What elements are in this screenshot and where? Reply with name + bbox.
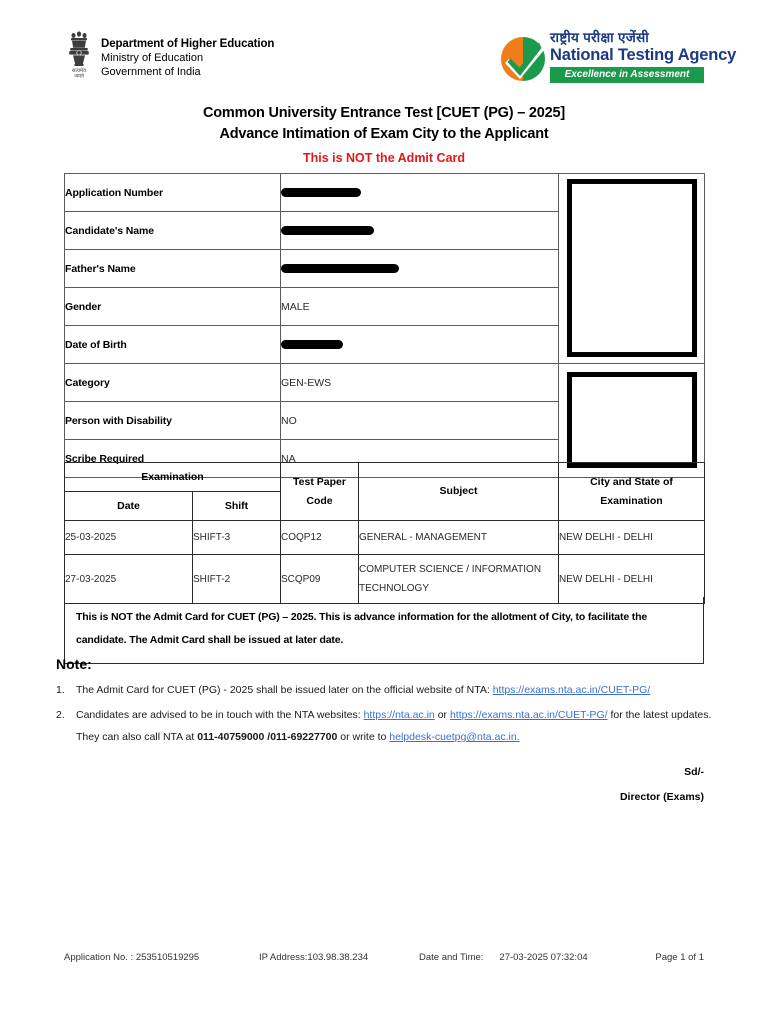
header-test-paper-code-line2: Code: [306, 494, 333, 507]
row-value-gender: MALE: [281, 288, 559, 326]
list-item: [56, 704, 716, 748]
government-text-lines: [101, 28, 274, 79]
header-test-paper-code: [281, 463, 359, 521]
signature-sd: Sd/-: [684, 766, 704, 778]
nta-hindi-name: राष्ट्रीय परीक्षा एजेंसी: [550, 30, 649, 45]
note-item-1-text: The Admit Card for CUET (PG) - 2025 shall be issued later on the official website of NTA:: [76, 684, 490, 696]
disclaimer-text: This is NOT the Admit Card for CUET (PG) – 2025. This is advance information for the allotment of City, to facilitate the candidate. The Admit Card shall be issued at later date.: [64, 597, 704, 664]
exam-title: Common University Entrance Test [CUET (PG) – 2025]: [203, 105, 565, 121]
note-item-2-text-after: or write to: [340, 731, 387, 743]
row-label-date-of-birth: Date of Birth: [65, 326, 281, 364]
redaction-bar: [281, 226, 374, 235]
svg-text:सत्यमेव: सत्यमेव: [71, 68, 87, 74]
row-label-candidate-name: Candidate's Name: [65, 212, 281, 250]
signature-designation: Director (Exams): [619, 791, 704, 803]
header-shift: Shift: [193, 492, 281, 521]
candidate-details-table: [64, 173, 705, 478]
header-city-and-state: [559, 463, 705, 521]
document-header: [64, 28, 737, 100]
document-subtitle: Advance Intimation of Exam City to the Applicant: [219, 126, 549, 142]
row-label-gender: Gender: [65, 288, 281, 326]
note-item-2-text-before: Candidates are advised to be in touch with the NTA websites:: [76, 709, 361, 721]
list-item: [56, 679, 716, 701]
table-row: [65, 174, 705, 212]
nta-checkmark-icon: [500, 36, 546, 82]
candidate-signature-cell: [559, 364, 705, 478]
header-date: Date: [65, 492, 193, 521]
exam-date-1: 25-03-2025: [65, 521, 193, 555]
cuet-pg-website-link[interactable]: https://exams.nta.ac.in/CUET-PG/: [449, 709, 608, 721]
row-label-application-number: Application Number: [65, 174, 281, 212]
document-titles: [64, 103, 704, 168]
india-state-emblem-icon: [64, 28, 94, 88]
footer-ip-address: IP Address:103.98.38.234: [259, 952, 369, 963]
note-item-2-number: 2.: [56, 709, 65, 721]
footer-page-number: Page 1 of 1: [655, 952, 704, 963]
exam-schedule-table: [64, 462, 705, 604]
exam-subject-2-line2: TECHNOLOGY: [359, 583, 430, 594]
note-item-2-body: [76, 704, 716, 748]
ministry-name: Ministry of Education: [101, 52, 204, 64]
document-footer: [64, 952, 704, 963]
footer-date-time-value: 27-03-2025 07:32:04: [499, 952, 588, 963]
redaction-bar: [281, 340, 343, 349]
note-item-1-body: [76, 679, 716, 701]
row-value-application-number: [281, 174, 559, 212]
note-heading: Note:: [56, 656, 92, 672]
candidate-photo-box: [567, 179, 697, 357]
header-subject: Subject: [359, 463, 559, 521]
exam-subject-2-line1: COMPUTER SCIENCE / INFORMATION: [359, 564, 542, 575]
row-value-candidate-name: [281, 212, 559, 250]
exam-city-2: NEW DELHI - DELHI: [559, 555, 705, 604]
note-item-2-conjunction: or: [437, 709, 448, 721]
nta-tagline: Excellence in Assessment: [550, 67, 704, 83]
nta-logo: [492, 30, 737, 92]
exam-code-1: COQP12: [281, 521, 359, 555]
nta-website-link[interactable]: https://nta.ac.in: [363, 709, 435, 721]
nta-text-block: [550, 30, 737, 83]
table-row: [65, 521, 705, 555]
table-row: [65, 364, 705, 402]
signature-block: [620, 760, 704, 810]
nta-helpline-numbers: 011-40759000 /011-69227700: [197, 731, 338, 743]
row-value-date-of-birth: [281, 326, 559, 364]
row-label-scribe-required: Scribe Required: [65, 440, 281, 478]
svg-text:जयते: जयते: [74, 73, 84, 80]
note-item-2-text-middle: for the latest updates. They can also call NTA at: [76, 709, 712, 743]
row-label-category: Category: [65, 364, 281, 402]
candidate-photo-cell: [559, 174, 705, 364]
row-value-father-name: [281, 250, 559, 288]
header-city-line1: City and State of: [590, 475, 673, 488]
row-value-category: GEN-EWS: [281, 364, 559, 402]
exam-city-1: NEW DELHI - DELHI: [559, 521, 705, 555]
note-item-1-number: 1.: [56, 684, 65, 696]
row-value-scribe-required: NA: [281, 440, 559, 478]
exam-date-2: 27-03-2025: [65, 555, 193, 604]
row-value-person-with-disability: NO: [281, 402, 559, 440]
table-header-row: [65, 463, 705, 492]
header-test-paper-code-line1: Test Paper: [293, 475, 346, 488]
redaction-bar: [281, 264, 399, 273]
footer-date-time-label: Date and Time:: [419, 952, 484, 963]
exam-shift-1: SHIFT-3: [193, 521, 281, 555]
helpdesk-email-link[interactable]: helpdesk-cuetpg@nta.ac.in.: [389, 731, 520, 743]
nta-english-name: National Testing Agency: [550, 46, 737, 64]
row-label-person-with-disability: Person with Disability: [65, 402, 281, 440]
government-name: Government of India: [101, 66, 201, 78]
row-label-father-name: Father's Name: [65, 250, 281, 288]
footer-application-number: Application No. : 253510519295: [64, 952, 200, 963]
government-branding: [64, 28, 274, 88]
footer-date-time: [419, 952, 599, 963]
admit-card-website-link[interactable]: https://exams.nta.ac.in/CUET-PG/: [492, 684, 651, 696]
note-list: [56, 679, 716, 751]
header-city-line2: Examination: [600, 494, 663, 507]
candidate-signature-box: [567, 372, 697, 468]
exam-subject-1: GENERAL - MANAGEMENT: [359, 521, 559, 555]
exam-code-2: SCQP09: [281, 555, 359, 604]
redaction-bar: [281, 188, 361, 197]
exam-shift-2: SHIFT-2: [193, 555, 281, 604]
header-examination-group: Examination: [65, 463, 281, 492]
not-admit-card-warning: This is NOT the Admit Card: [302, 151, 466, 165]
department-name: Department of Higher Education: [101, 38, 275, 50]
